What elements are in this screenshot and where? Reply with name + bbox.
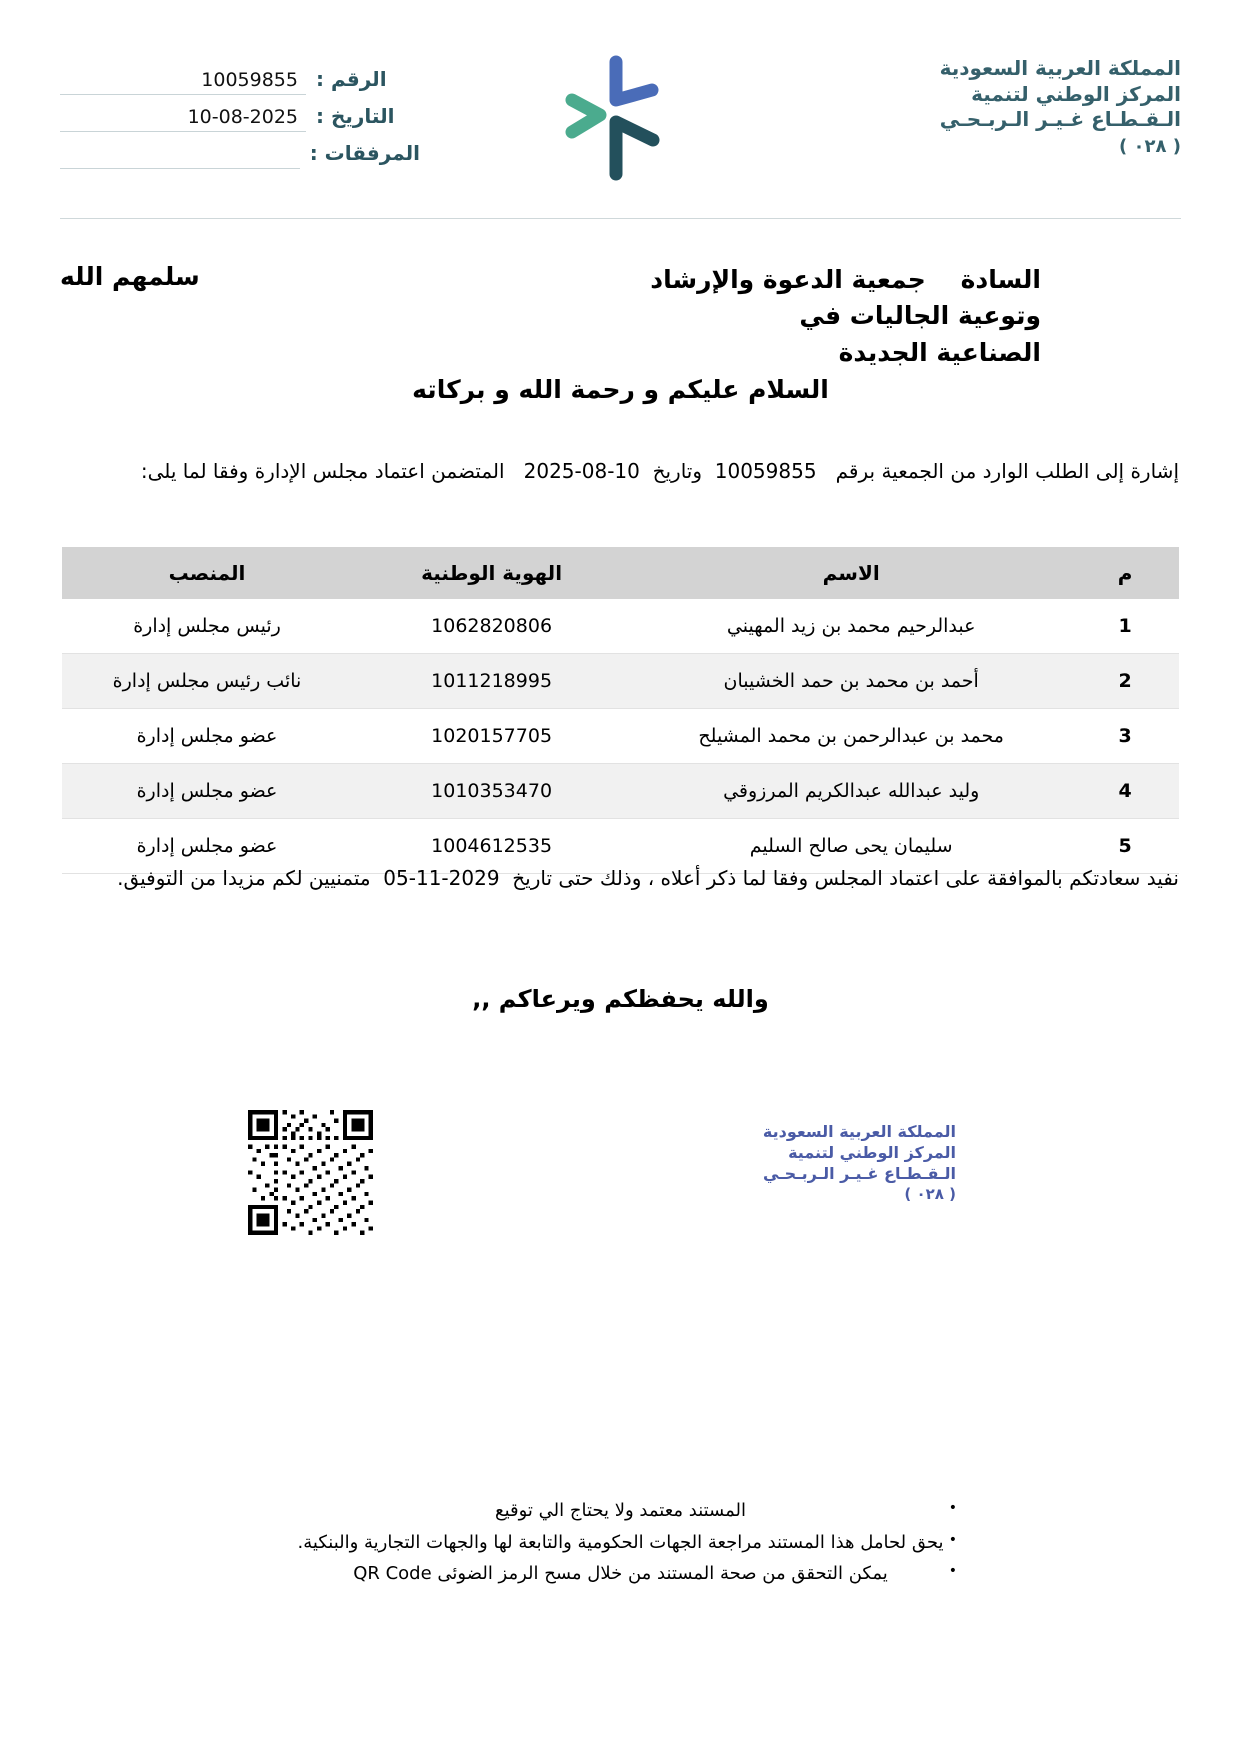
brand-code: ( ٠٢٨ ) [1119, 135, 1181, 157]
footer-brand-line-1: المملكة العربية السعودية [762, 1122, 956, 1141]
footer-note-text: المستند معتمد ولا يحتاج الي توقيع [494, 1500, 746, 1521]
footer-note-text: يحق لحامل هذا المستند مراجعة الجهات الحكومية والتابعة لها والجهات التجارية والبنكية. [297, 1531, 944, 1553]
list-item [62, 1558, 1179, 1590]
table-row [62, 764, 1179, 819]
bullet-icon: • [948, 1531, 957, 1548]
column-header-index: م [1071, 547, 1179, 599]
meta-line-number [60, 64, 306, 95]
cell-position: عضو مجلس إدارة [62, 819, 352, 874]
column-header-position: المنصب [62, 547, 352, 599]
meta-value-date: 10-08-2025 [187, 106, 298, 128]
closing-expiry-date: 2029-11-05 [383, 866, 500, 890]
cell-index: 4 [1071, 764, 1179, 819]
meta-label-date: التاريخ : [316, 104, 395, 128]
recipient-greeting-left: سلمهم الله [60, 262, 200, 291]
footer-note-text: يمكن التحقق من صحة المستند من خلال مسح الرمز الضوئى QR Code [353, 1563, 888, 1584]
footer-brand-line-2: المركز الوطني لتنمية [788, 1142, 956, 1162]
salaam-greeting: السلام عليكم و رحمة الله و بركاته [412, 375, 829, 404]
reference-text-3: المتضمن اعتماد مجلس الإدارة وفقا لما يلى: [140, 459, 505, 483]
meta-label-number: الرقم : [316, 67, 387, 91]
reference-number: 10059855 [714, 459, 817, 483]
blessing-text: والله يحفظكم ويرعاكم ,, [472, 985, 769, 1013]
meta-row-number [60, 58, 420, 95]
cell-position: عضو مجلس إدارة [62, 709, 352, 764]
bullet-icon: • [948, 1563, 957, 1579]
cell-name: أحمد بن محمد بن حمد الخشيبان [631, 654, 1071, 709]
recipient-org-line-3: الصناعية الجديدة [838, 337, 1041, 367]
brand-line-1: المملكة العربية السعودية [939, 56, 1181, 80]
cell-name: عبدالرحيم محمد بن زيد المهيني [631, 599, 1071, 654]
cell-national-id: 1020157705 [352, 709, 631, 764]
cell-national-id: 1004612535 [352, 819, 631, 874]
table-row [62, 599, 1179, 654]
cell-national-id: 1062820806 [352, 599, 631, 654]
column-header-national-id: الهوية الوطنية [352, 547, 631, 599]
column-header-name: الاسم [631, 547, 1071, 599]
table-row [62, 709, 1179, 764]
cell-national-id: 1010353470 [352, 764, 631, 819]
cell-index: 3 [1071, 709, 1179, 764]
closing-text-1: نفيد سعادتكم بالموافقة على اعتماد المجلس وفقا لما ذكر أعلاه ، وذلك حتى تاريخ [512, 866, 1179, 890]
reference-date: 2025-08-10 [523, 459, 640, 483]
brand-line-3: الـقـطـاع غـيـر الـربـحـي [939, 107, 1181, 132]
footer-notes [62, 1495, 1179, 1590]
board-members-table-wrapper [62, 547, 1179, 874]
recipient-salutation: السادة [960, 265, 1041, 294]
reference-paragraph [62, 455, 1179, 488]
table-row [62, 654, 1179, 709]
meta-line-attachments [60, 138, 300, 169]
bullet-icon: • [948, 1500, 957, 1516]
qr-code-icon [248, 1110, 373, 1235]
recipient-block [60, 262, 1181, 371]
cell-name: محمد بن عبدالرحمن بن محمد المشيلح [631, 709, 1071, 764]
cell-name: سليمان يحى صالح السليم [631, 819, 1071, 874]
table-body [62, 599, 1179, 874]
cell-index: 5 [1071, 819, 1179, 874]
brand-line-2: المركز الوطني لتنمية [971, 81, 1181, 106]
document-header [60, 48, 1181, 198]
cell-index: 1 [1071, 599, 1179, 654]
recipient-org-line-2: وتوعية الجاليات في [799, 301, 1041, 331]
recipient-first-line [621, 262, 1041, 298]
header-meta-block [60, 58, 420, 169]
footer-notes-list [62, 1495, 1179, 1590]
cell-position: رئيس مجلس إدارة [62, 599, 352, 654]
cell-index: 2 [1071, 654, 1179, 709]
meta-label-attachments: المرفقات : [309, 141, 420, 165]
table-head [62, 547, 1179, 599]
list-item [62, 1527, 1179, 1559]
meta-line-date [60, 101, 306, 132]
footer-brand-line-3: الـقـطـاع غـيـر الـربـحـي [762, 1163, 956, 1183]
meta-value-number: 10059855 [201, 69, 298, 91]
footer-brand-code: ( ٠٢٨ ) [904, 1185, 956, 1204]
cell-national-id: 1011218995 [352, 654, 631, 709]
recipient-org-line-1: جمعية الدعوة والإرشاد [650, 265, 926, 294]
reference-text-2: وتاريخ [652, 459, 703, 483]
board-members-table [62, 547, 1179, 874]
cell-name: وليد عبدالله عبدالكريم المرزوقي [631, 764, 1071, 819]
meta-row-attachments [60, 132, 420, 169]
cell-position: عضو مجلس إدارة [62, 764, 352, 819]
closing-paragraph [62, 862, 1179, 895]
table-header-row [62, 547, 1179, 599]
list-item [62, 1495, 1179, 1527]
reference-text-1: إشارة إلى الطلب الوارد من الجمعية برقم [835, 459, 1179, 483]
closing-text-2: متمنيين لكم مزيدا من التوفيق. [117, 866, 371, 890]
footer-brand-text [763, 1122, 956, 1205]
recipient-line [60, 262, 1181, 371]
header-divider [60, 218, 1181, 219]
ncnp-logo-icon [556, 52, 686, 182]
recipient-org [621, 262, 1041, 371]
cell-position: نائب رئيس مجلس إدارة [62, 654, 352, 709]
meta-row-date [60, 95, 420, 132]
header-brand-text [939, 56, 1181, 158]
